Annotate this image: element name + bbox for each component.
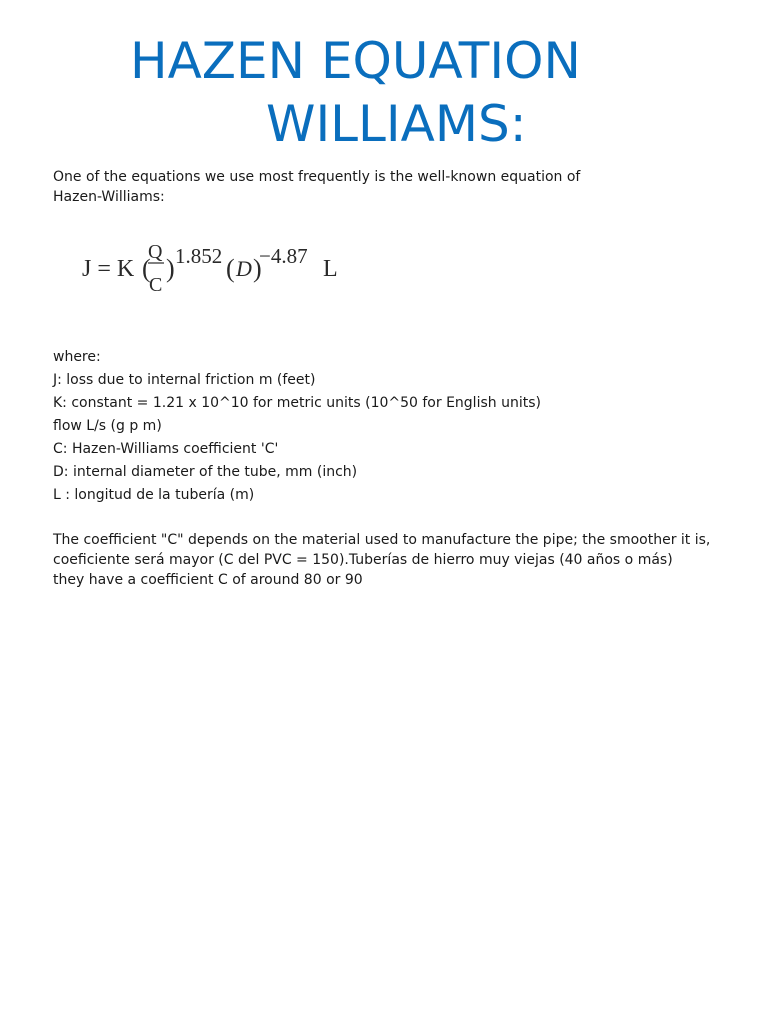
definition-l: L : longitud de la tubería (m) — [53, 487, 255, 503]
definition-c: C: Hazen-Williams coefficient 'C' — [53, 441, 279, 457]
definition-d: D: internal diameter of the tube, mm (inch) — [53, 464, 358, 480]
variable-definitions — [53, 346, 541, 507]
where-label: where: — [53, 349, 101, 365]
coefficient-paragraph — [53, 530, 710, 590]
coefficient-line-2: coeficiente será mayor (C del PVC = 150).Tuberías de hierro muy viejas (40 años o más) — [53, 552, 673, 568]
page-title-line-2: WILLIAMS: — [266, 95, 527, 153]
formula-denominator: C — [149, 274, 163, 296]
formula-numerator: Q — [148, 241, 163, 263]
formula-paren-close-2: ) — [253, 254, 262, 283]
hazen-williams-formula — [82, 236, 342, 298]
coefficient-line-1: The coefficient "C" depends on the material used to manufacture the pipe; the smoother it is, — [53, 532, 711, 548]
coefficient-line-3: they have a coefficient C of around 80 or 90 — [53, 572, 363, 588]
definition-k: K: constant = 1.21 x 10^10 for metric units (10^50 for English units) — [53, 395, 541, 411]
formula-exponent-2: −4.87 — [259, 244, 308, 268]
intro-line-1: One of the equations we use most frequently is the well-known equation of — [53, 169, 581, 185]
formula-exponent-1: 1.852 — [175, 244, 223, 268]
formula-paren-open-2: ( — [226, 254, 235, 283]
formula-paren-open: ( — [142, 254, 151, 283]
page-title-line-1: HAZEN EQUATION — [130, 32, 581, 90]
definition-j: J: loss due to internal friction m (feet) — [53, 372, 316, 388]
formula-length: L — [323, 256, 338, 282]
formula-paren-close: ) — [166, 254, 175, 283]
intro-line-2: Hazen-Williams: — [53, 189, 165, 205]
formula-diameter: D — [236, 256, 252, 281]
formula-lhs: J = K — [82, 256, 135, 282]
intro-paragraph — [53, 167, 580, 207]
definition-flow: flow L/s (g p m) — [53, 418, 162, 434]
